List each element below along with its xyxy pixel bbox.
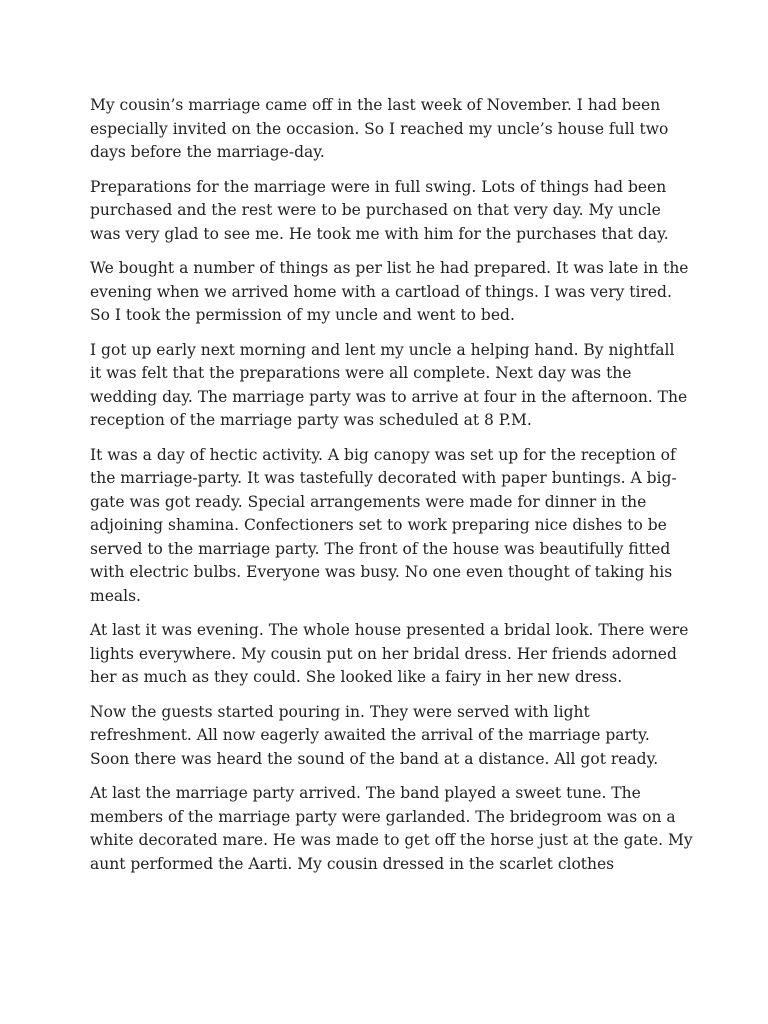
- text-line: At last it was evening. The whole house presented a bridal look. There were: [90, 621, 689, 639]
- text-line: days before the marriage-day.: [90, 143, 325, 161]
- text-line: aunt performed the Aarti. My cousin dressed in the scarlet clothes: [90, 854, 615, 873]
- text-line: gate was got ready. Special arrangements were made for dinner in the: [90, 492, 647, 511]
- text-line: white decorated mare. He was made to get off the horse just at the gate. My: [90, 831, 693, 849]
- text-line: the marriage-party. It was tastefully decorated with paper buntings. A big-: [90, 469, 677, 487]
- text-line: members of the marriage party were garlanded. The bridegroom was on a: [90, 807, 676, 826]
- text-line: with electric bulbs. Everyone was busy. No one even thought of taking his: [90, 563, 673, 581]
- paragraph-4: [90, 339, 688, 433]
- text-line: My cousin’s marriage came off in the last week of November. I had been: [90, 96, 661, 114]
- paragraph-1: [90, 94, 680, 165]
- text-line: evening when we arrived home with a cartload of things. I was very tired.: [90, 282, 672, 301]
- text-line: it was felt that the preparations were all complete. Next day was the: [90, 364, 632, 382]
- text-line: So I took the permission of my uncle and went to bed.: [90, 306, 515, 324]
- text-line: Preparations for the marriage were in full swing. Lots of things had been: [90, 177, 667, 196]
- text-line: At last the marriage party arrived. The band played a sweet tune. The: [90, 784, 641, 802]
- text-line: Soon there was heard the sound of the band at a distance. All got ready.: [90, 749, 659, 768]
- paragraph-8: [90, 782, 693, 876]
- text-line: refreshment. All now eagerly awaited the arrival of the marriage party.: [90, 726, 650, 744]
- text-line: especially invited on the occasion. So I reached my uncle’s house full two: [90, 119, 669, 138]
- text-line: Now the guests started pouring in. They were served with light: [90, 702, 590, 721]
- paragraph-6: [90, 619, 689, 690]
- text-line: I got up early next morning and lent my uncle a helping hand. By nightfall: [90, 340, 675, 359]
- text-line: wedding day. The marriage party was to arrive at four in the afternoon. The: [90, 387, 688, 406]
- text-line: adjoining shamina. Confectioners set to work preparing nice dishes to be: [90, 516, 667, 534]
- text-line: served to the marriage party. The front of the house was beautifully fitted: [90, 539, 671, 558]
- paragraph-7: [90, 701, 680, 772]
- document-page: [90, 94, 693, 887]
- paragraph-3: [90, 257, 689, 328]
- text-line: purchased and the rest were to be purchased on that very day. My uncle: [90, 201, 661, 219]
- text-line: lights everywhere. My cousin put on her bridal dress. Her friends adorned: [90, 644, 677, 663]
- paragraph-2: [90, 176, 680, 247]
- text-line: We bought a number of things as per list he had prepared. It was late in the: [90, 259, 689, 277]
- paragraph-5: [90, 444, 680, 609]
- text-line: reception of the marriage party was scheduled at 8 P.M.: [90, 411, 532, 429]
- text-line: was very glad to see me. He took me with him for the purchases that day.: [90, 224, 669, 243]
- text-line: It was a day of hectic activity. A big canopy was set up for the reception of: [90, 445, 676, 464]
- text-line: meals.: [90, 586, 141, 605]
- text-line: her as much as they could. She looked like a fairy in her new dress.: [90, 668, 623, 686]
